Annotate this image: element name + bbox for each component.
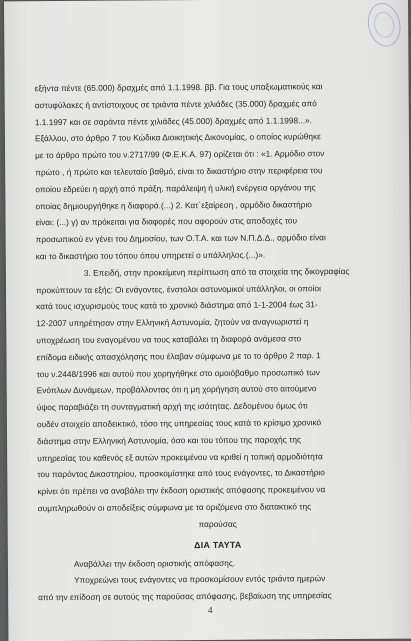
text-line: του ν.2448/1996 και αυτού που χορηγήθηκε στο ομοιόβαθμο προσωπικό των bbox=[36, 366, 320, 379]
text-line: κατά τους ισχυρισμούς τους κατά το χρονικό διάστημα από 1-1-2004 έως 31- bbox=[36, 299, 318, 312]
text-line: κρίνει ότι πρέπει να αναβάλει την έκδοση οριστικής απόφασης προκειμένου να bbox=[37, 484, 326, 497]
text-line: είναι: (...) γ) αν πρόκειται για διαφορές που αφορούν στις αποδοχές του bbox=[35, 215, 298, 228]
text-line: του παρόντος Δικαστηρίου, προσκομίστηκε από τους ενάγοντες, το Δικαστήριο bbox=[37, 467, 325, 480]
text-line: 1.1.1997 και σε σαράντα πέντε χιλιάδες (45.000) δραχμές από 1.1.1998...». bbox=[34, 114, 312, 127]
seal-stamp bbox=[364, 0, 405, 50]
text-line: πρώτο , ή πρώτο και τελευταίο βαθμό, είναι το δικαστήριο στην περιφέρεια του bbox=[35, 165, 323, 178]
text-line: οποίας δημιουργήθηκε η διαφορά.(...) 2. Κατ΄εξαίρεση , αρμόδιο δικαστήριο bbox=[35, 198, 312, 211]
document-body bbox=[35, 78, 399, 606]
text-line: προκύπτουν τα εξής: Οι ενάγοντες, ένστολοι αστυνομικοί υπάλληλοι, οι οποίοι bbox=[35, 282, 321, 295]
text-line: επίδομα ειδικής απασχόλησης που έλαβαν σύμφωνα με το το άρθρο 2 παρ. 1 bbox=[36, 349, 321, 362]
text-line: συμπληρωθούν οι αποδείξεις σύμφωνα με τα οριζόμενα στο διατακτικό της bbox=[37, 501, 312, 514]
closing-line: Υποχρεώνει τους ενάγοντες να προσκομίσουν εντός τριάντα ημερών bbox=[74, 573, 326, 586]
text-line: προσωπικού εν γένει του Δημοσίου, των Ο.Τ.Α. και των Ν.Π.Δ.Δ., αρμόδιο είναι bbox=[35, 232, 326, 245]
text-line: 12-2007 υπηρέτησαν στην Ελληνική Αστυνομία, ζητούν να αναγνωριστεί η bbox=[36, 316, 309, 329]
text-line: αστυφύλακες ή αντίστοιχους σε τριάντα πέντε χιλιάδες (35.000) δραχμές από bbox=[34, 98, 317, 110]
paragraph-start-line: 3. Επειδή, στην προκείμενη περίπτωση από τα στοιχεία της δικογραφίας bbox=[83, 265, 350, 278]
text-line: με το άρθρο πρώτο του ν.2717/99 (Φ.Ε.Κ.Α. 97) ορίζεται ότι : «1. Αρμόδιο στον bbox=[35, 148, 325, 161]
text-line: παρούσας bbox=[198, 518, 237, 529]
text-line: υποχρέωση του εναγομένου να τους καταβάλει τη διαφορά ανάμεσα στο bbox=[36, 333, 302, 346]
closing-line: από την επίδοση σε αυτούς της παρούσας απόφασης, βεβαίωση της υπηρεσίας bbox=[38, 590, 332, 603]
text-line: διάστημα στην Ελληνική Αστυνομία, όσο και του τόπου της παροχής της bbox=[37, 434, 302, 446]
text-line: ύψος παραβιάζει τη συνταγματική αρχή της ισότητας. Δεδομένου όμως ότι bbox=[36, 400, 308, 413]
section-heading: ΔΙΑ ΤΑΥΤΑ bbox=[194, 539, 242, 550]
text-line: εξήντα πέντε (65.000) δραχμές από 1.1.1998. ββ. Για τους υπαξιωματικούς και bbox=[34, 81, 323, 94]
text-line: ουδέν στοιχείο αποδεικτικό, τόσο της υπηρεσίας τους κατά το κρίσιμο χρονικό bbox=[36, 417, 322, 430]
text-line: Ενόπλων Δυνάμεων, προβάλλοντας ότι η μη χορήγηση αυτού στο αιτούμενο bbox=[36, 383, 317, 396]
text-line: υπηρεσίας του καθενός εξ αυτών προκειμένου να κριθεί η τοπική αρμοδιότητα bbox=[37, 450, 323, 463]
text-line: Εξάλλου, στο άρθρο 7 του Κώδικα Διοικητικής Δικονομίας, ο οποίος κυρώθηκε bbox=[34, 131, 321, 144]
closing-line: Αναβάλλει την έκδοση οριστικής απόφασης. bbox=[73, 557, 236, 569]
page-number: 4 bbox=[207, 604, 213, 616]
text-line: οποίου εδρεύει η αρχή από πράξη, παράλειψη ή υλική ενέργεια οργάνου της bbox=[35, 182, 316, 194]
text-line: και το δικαστήριο του τόπου όπου υπηρετεί ο υπάλληλος.(...)». bbox=[35, 249, 266, 262]
document-page bbox=[4, 0, 411, 641]
